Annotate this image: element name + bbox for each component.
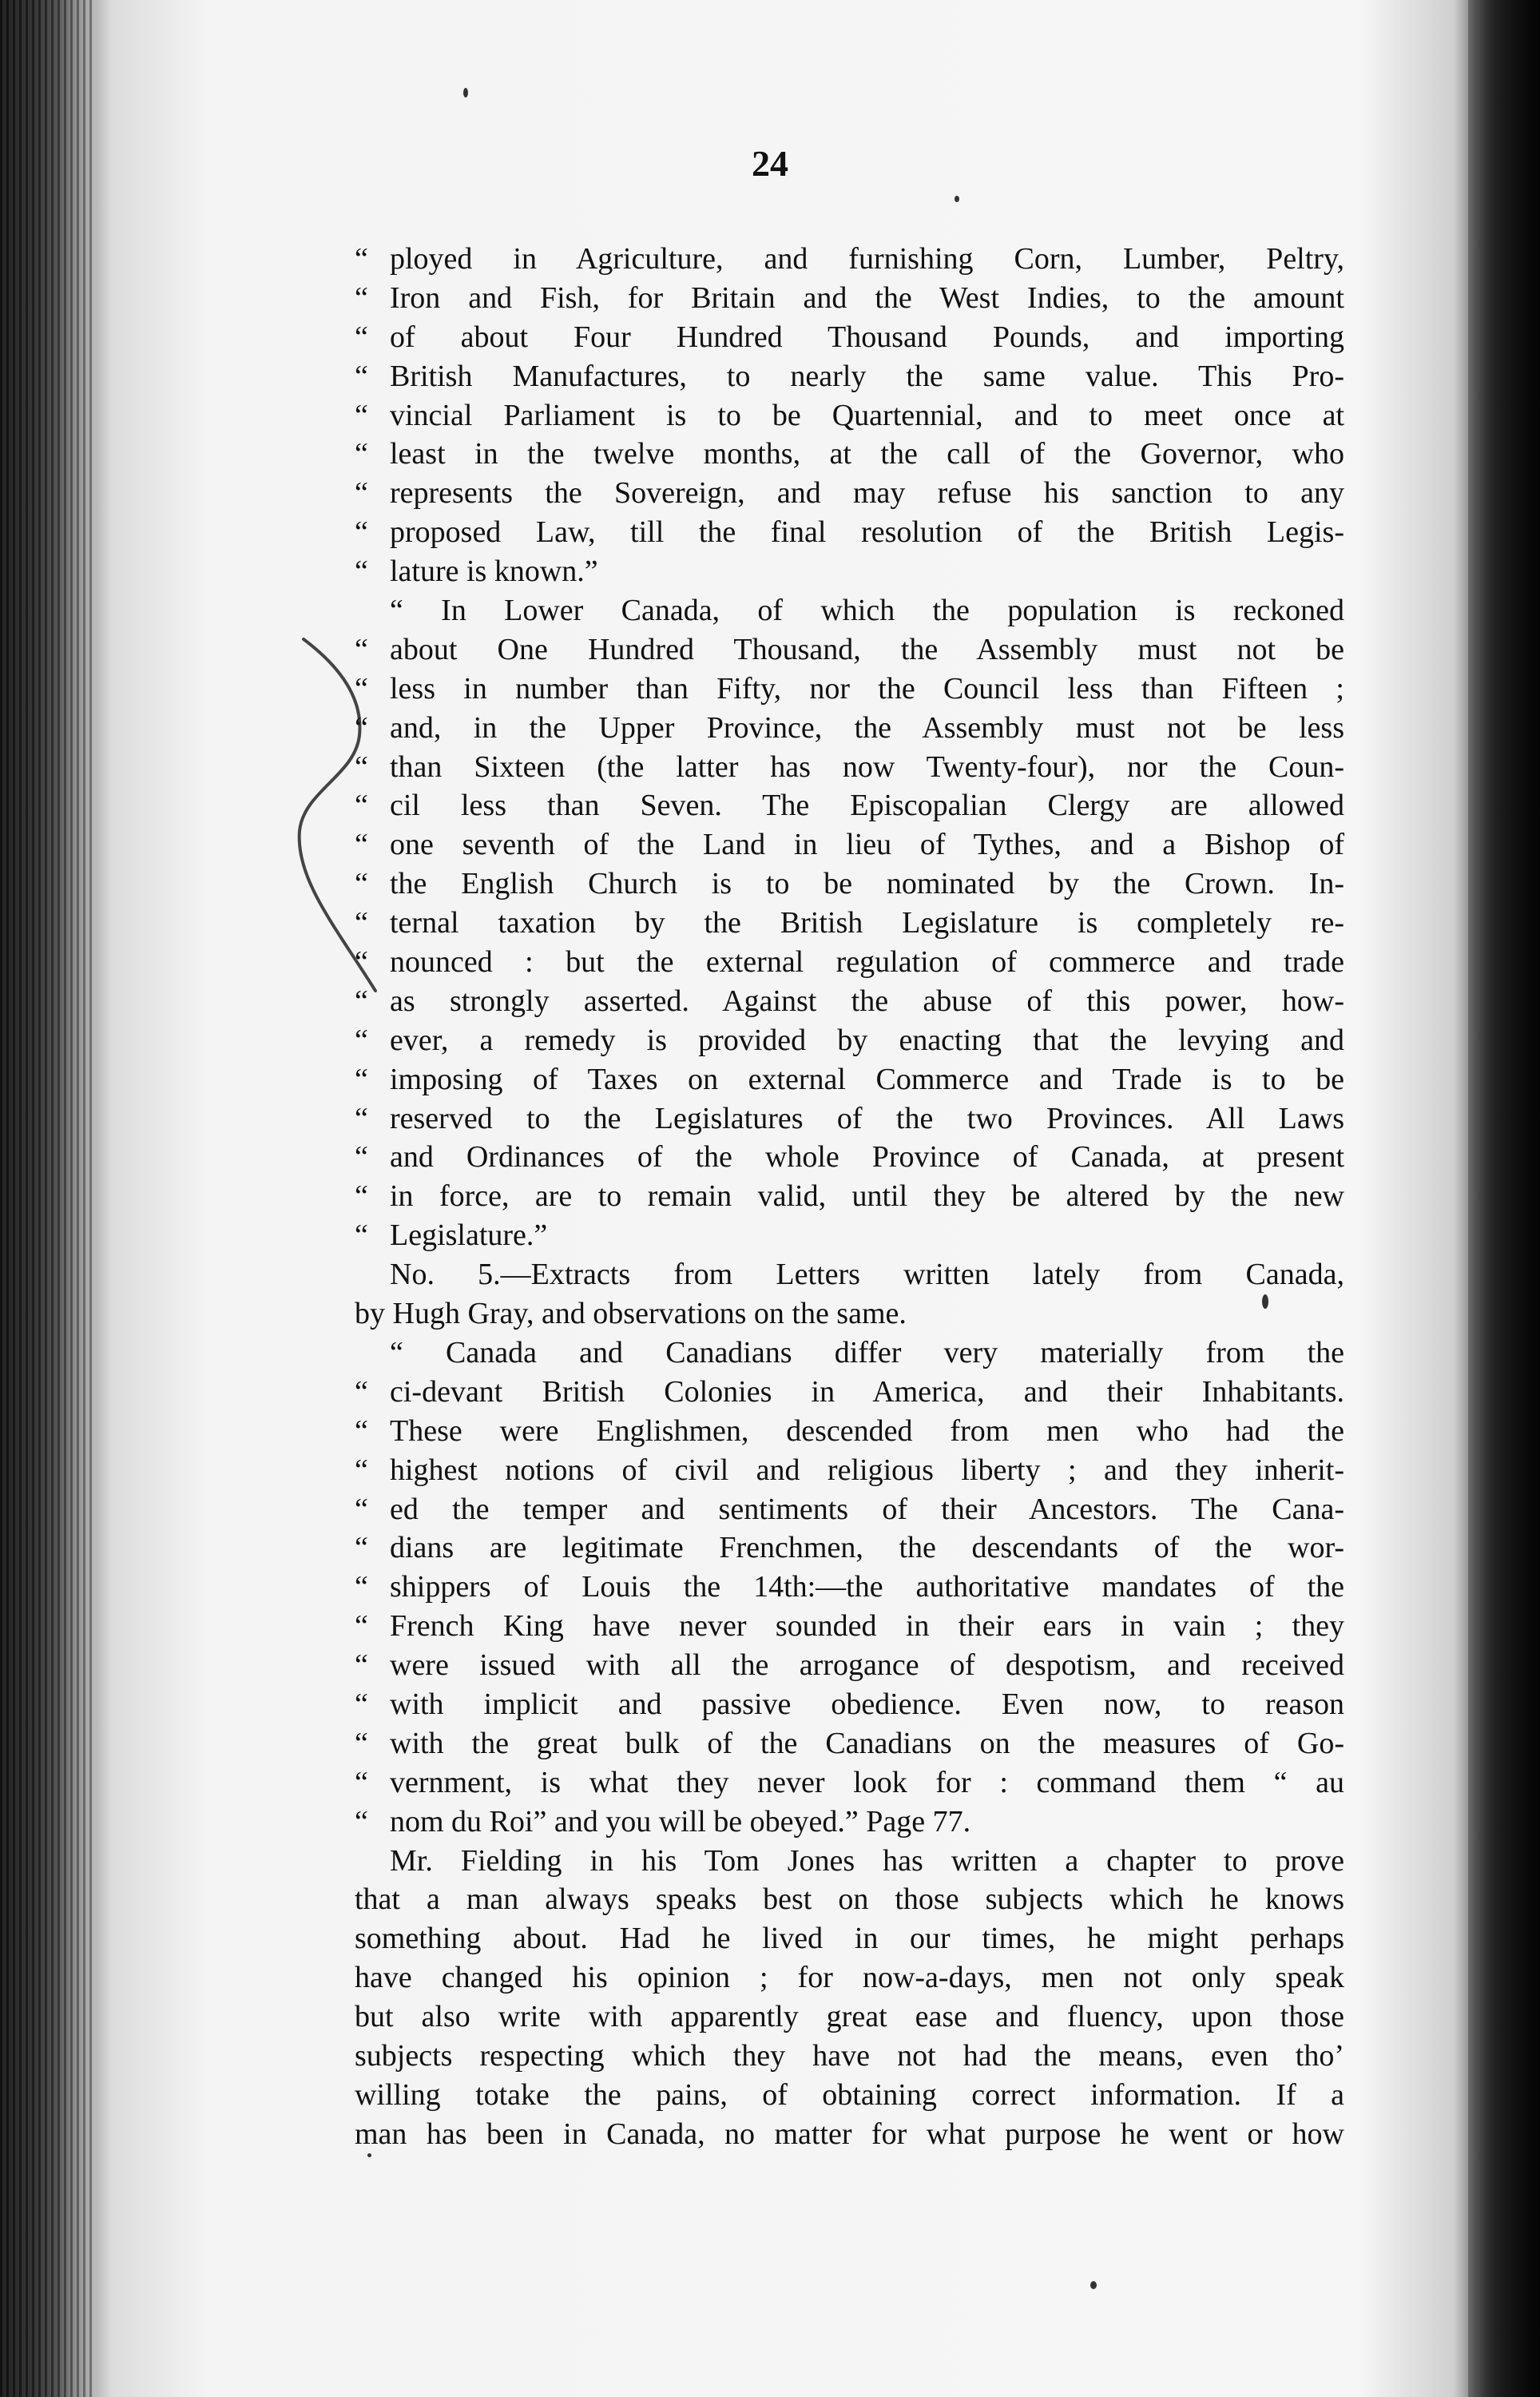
text-line: “ about One Hundred Thousand, the Assembly must not be (355, 632, 1344, 666)
text-line: man has been in Canada, no matter for what purpose he went or how (355, 2117, 1344, 2151)
text-line: “ ever, a remedy is provided by enacting that the levying and (355, 1023, 1344, 1057)
text-line: “ with the great bulk of the Canadians on the measures of Go- (355, 1726, 1344, 1760)
body-text (355, 240, 1344, 2154)
text-line: “ French King have never sounded in their ears in vain ; they (355, 1609, 1344, 1644)
text-line: “ These were Englishmen, descended from men who had the (355, 1413, 1344, 1448)
text-line: subjects respecting which they have not had the means, even tho’ (355, 2038, 1344, 2073)
scan-speck (463, 88, 468, 97)
text-line: by Hugh Gray, and observations on the same. (355, 1297, 907, 1331)
text-line: “ with implicit and passive obedience. Even now, to reason (355, 1687, 1344, 1721)
text-line: “ less in number than Fifty, nor the Council less than Fifteen ; (355, 671, 1344, 706)
text-line: “ dians are legitimate Frenchmen, the descendants of the wor- (355, 1531, 1344, 1565)
text-line: “ as strongly asserted. Against the abuse of this power, how- (355, 984, 1344, 1018)
scan-speck (367, 2153, 371, 2157)
text-line: “ vernment, is what they never look for : command them “ au (355, 1765, 1344, 1799)
text-line: willing totake the pains, of obtaining correct information. If a (355, 2077, 1344, 2112)
text-line: “ British Manufactures, to nearly the same value. This Pro- (355, 359, 1344, 393)
text-line: “ vincial Parliament is to be Quartennial, and to meet once at (355, 398, 1344, 432)
text-line: “ one seventh of the Land in lieu of Tythes, and a Bishop of (355, 828, 1344, 862)
scan-speck (955, 196, 959, 202)
page-right-edge (1468, 0, 1540, 2397)
text-line: “ shippers of Louis the 14th:—the authoritative mandates of the (355, 1570, 1344, 1604)
text-line: “ of about Four Hundred Thousand Pounds, and importing (355, 320, 1344, 354)
text-line: “ ternal taxation by the British Legislature is completely re- (355, 906, 1344, 940)
text-line: “ represents the Sovereign, and may refuse his sanction to any (355, 476, 1344, 511)
page-number: 24 (752, 143, 788, 184)
text-line: “ in force, are to remain valid, until they be altered by the new (355, 1179, 1344, 1214)
text-line: “ lature is known.” (355, 555, 598, 589)
text-line: something about. Had he lived in our times, he might perhaps (355, 1922, 1344, 1956)
text-line: that a man always speaks best on those subjects which he knows (355, 1882, 1344, 1917)
text-line: “ Iron and Fish, for Britain and the West Indies, to the amount (355, 280, 1344, 315)
scan-speck (1262, 1294, 1268, 1309)
text-line: but also write with apparently great ease and fluency, upon those (355, 2000, 1344, 2034)
text-line: “ imposing of Taxes on external Commerce and Trade is to be (355, 1062, 1344, 1096)
scan-speck (1090, 2281, 1097, 2289)
text-line: “ Canada and Canadians differ very materially from the (390, 1335, 1344, 1369)
text-line: “ the English Church is to be nominated by the Crown. In- (355, 867, 1344, 901)
text-line: “ and Ordinances of the whole Province of Canada, at present (355, 1140, 1344, 1175)
text-line: have changed his opinion ; for now-a-days, men not only speak (355, 1961, 1344, 1995)
text-line: “ proposed Law, till the final resolution of the British Legis- (355, 515, 1344, 550)
text-line: “ reserved to the Legislatures of the two Provinces. All Laws (355, 1101, 1344, 1135)
text-line: Mr. Fielding in his Tom Jones has written a chapter to prove (390, 1843, 1344, 1878)
text-line: “ ed the temper and sentiments of their Ancestors. The Cana- (355, 1492, 1344, 1526)
text-line: “ and, in the Upper Province, the Assembly must not be less (355, 710, 1344, 745)
text-line: “ In Lower Canada, of which the population is reckoned (390, 594, 1344, 628)
text-line: “ ployed in Agriculture, and furnishing Corn, Lumber, Peltry, (355, 242, 1344, 276)
book-binding-shadow (0, 0, 96, 2397)
text-line: “ nounced : but the external regulation of commerce and trade (355, 945, 1344, 980)
text-line: “ cil less than Seven. The Episcopalian Clergy are allowed (355, 789, 1344, 823)
text-line: “ Legislature.” (355, 1218, 548, 1253)
text-line: “ ci-devant British Colonies in America, and their Inhabitants. (355, 1374, 1344, 1409)
text-line: “ than Sixteen (the latter has now Twenty-four), nor the Coun- (355, 749, 1344, 784)
text-line: “ were issued with all the arrogance of despotism, and received (355, 1648, 1344, 1683)
text-line: No. 5.—Extracts from Letters written lately from Canada, (390, 1258, 1344, 1292)
text-line: “ highest notions of civil and religious liberty ; and they inherit- (355, 1453, 1344, 1487)
text-line: “ nom du Roi” and you will be obeyed.” Page 77. (355, 1804, 971, 1838)
text-line: “ least in the twelve months, at the call of the Governor, who (355, 437, 1344, 471)
